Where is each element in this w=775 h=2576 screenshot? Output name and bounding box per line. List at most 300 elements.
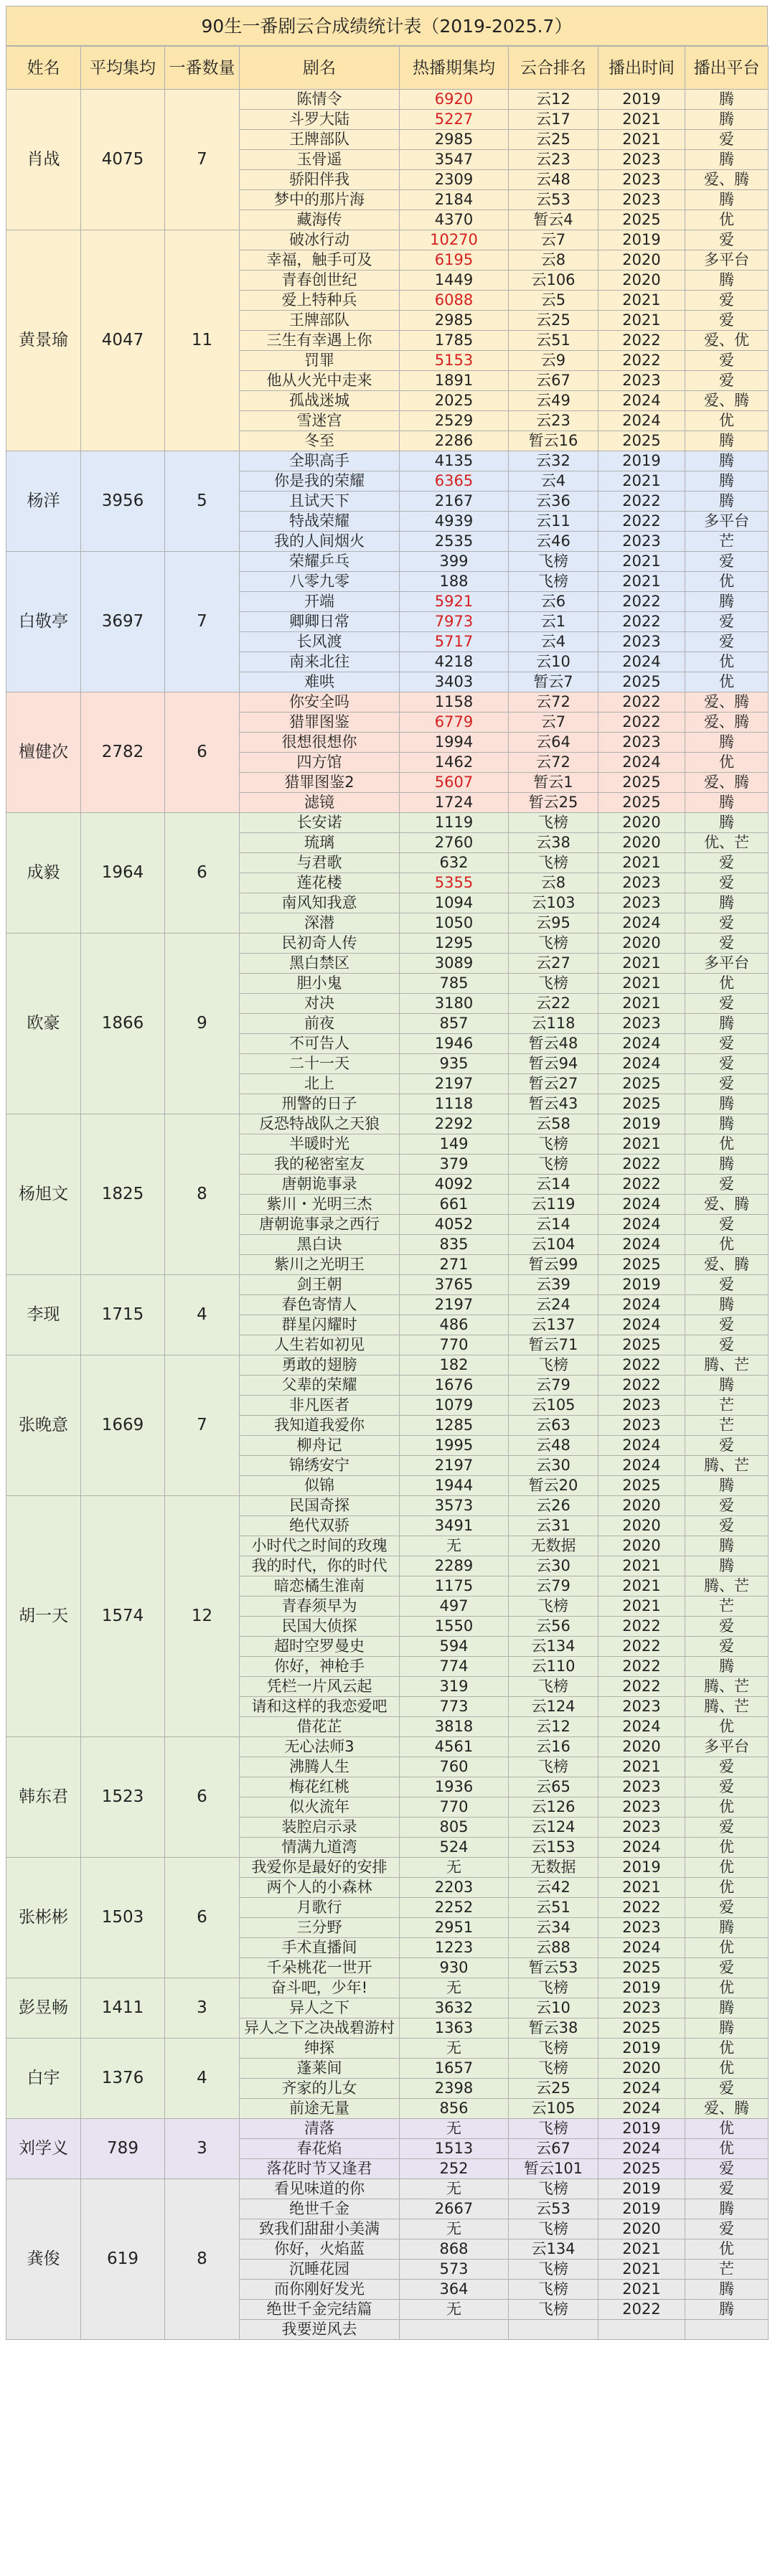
drama-cell: 蓬莱间 [240,2059,400,2079]
year-cell: 2020 [598,250,685,271]
actor-name-cell: 张晚意 [6,1355,81,1496]
drama-cell: 胆小鬼 [240,974,400,994]
platform-cell: 优、芒 [685,833,769,853]
rank-cell: 暂云7 [509,672,598,692]
platform-cell: 爱 [685,1054,769,1074]
year-cell: 2023 [598,1797,685,1818]
rank-cell: 暂云4 [509,210,598,230]
actor-avg-cell: 1825 [81,1114,165,1275]
episode-avg-cell: 3089 [400,954,509,974]
year-cell: 2023 [598,190,685,210]
episode-avg-cell: 3547 [400,150,509,170]
episode-avg-cell: 379 [400,1155,509,1175]
rank-cell: 暂云71 [509,1335,598,1355]
year-cell: 2023 [598,1918,685,1938]
rank-cell: 云17 [509,110,598,130]
actor-name-cell: 张彬彬 [6,1858,81,1978]
header-episode-avg: 热播期集均 [400,47,509,90]
year-cell: 2021 [598,110,685,130]
rank-cell: 云134 [509,1637,598,1657]
drama-cell: 落花时节又逢君 [240,2159,400,2179]
rank-cell: 云23 [509,411,598,431]
drama-cell: 斗罗大陆 [240,110,400,130]
sheet-title: 90生一番剧云合成绩统计表（2019-2025.7） [6,6,768,46]
year-cell: 2024 [598,1215,685,1235]
rank-cell: 云46 [509,532,598,552]
platform-cell: 爱 [685,853,769,873]
actor-avg-cell: 1669 [81,1355,165,1496]
actor-avg-cell: 1866 [81,934,165,1114]
episode-avg-cell: 4218 [400,652,509,672]
rank-cell: 云53 [509,2199,598,2219]
drama-cell: 藏海传 [240,210,400,230]
episode-avg-cell: 1295 [400,934,509,954]
drama-cell: 前途无量 [240,2099,400,2119]
table-row [6,1496,769,1516]
drama-cell: 破冰行动 [240,230,400,250]
rank-cell: 云30 [509,1556,598,1576]
actor-count-cell: 4 [165,2039,240,2119]
drama-cell: 凭栏一片风云起 [240,1677,400,1697]
episode-avg-cell: 1363 [400,2018,509,2039]
rank-cell: 云95 [509,913,598,934]
platform-cell: 优 [685,1717,769,1737]
drama-cell: 锦绣安宁 [240,1456,400,1476]
platform-cell: 爱 [685,2219,769,2239]
year-cell: 2023 [598,1777,685,1797]
year-cell: 2023 [598,1014,685,1034]
platform-cell: 腾 [685,592,769,612]
drama-cell: 全职高手 [240,451,400,471]
actor-name-cell: 肖战 [6,90,81,230]
rank-cell: 云6 [509,592,598,612]
episode-avg-cell: 3491 [400,1516,509,1536]
rank-cell: 云134 [509,2239,598,2260]
rank-cell: 云51 [509,331,598,351]
rank-cell: 飞榜 [509,934,598,954]
rank-cell: 云58 [509,1114,598,1134]
year-cell: 2023 [598,873,685,893]
episode-avg-cell: 661 [400,1195,509,1215]
year-cell: 2020 [598,934,685,954]
platform-cell: 爱 [685,934,769,954]
drama-cell: 而你刚好发光 [240,2280,400,2300]
year-cell: 2020 [598,1737,685,1757]
drama-cell: 父辈的荣耀 [240,1376,400,1396]
episode-avg-cell: 2292 [400,1114,509,1134]
header-drama: 剧名 [240,47,400,90]
drama-cell: 猎罪图鉴2 [240,773,400,793]
year-cell: 2025 [598,672,685,692]
episode-avg-cell: 3403 [400,672,509,692]
table-row [6,2179,769,2199]
platform-cell: 腾 [685,1476,769,1496]
year-cell: 2023 [598,733,685,753]
platform-cell: 爱 [685,1215,769,1235]
rank-cell: 云106 [509,271,598,291]
year-cell: 2023 [598,1818,685,1838]
actor-count-cell: 7 [165,90,240,230]
rank-cell: 云137 [509,1315,598,1335]
year-cell: 2021 [598,2260,685,2280]
actor-count-cell: 12 [165,1496,240,1737]
episode-avg-cell: 2184 [400,190,509,210]
rank-cell: 云56 [509,1617,598,1637]
drama-cell: 王牌部队 [240,311,400,331]
platform-cell: 腾 [685,1657,769,1677]
drama-cell: 开端 [240,592,400,612]
rank-cell: 云32 [509,451,598,471]
episode-avg-cell: 3818 [400,1717,509,1737]
year-cell: 2021 [598,1597,685,1617]
episode-avg-cell: 1785 [400,331,509,351]
drama-cell: 借花芷 [240,1717,400,1737]
actor-name-cell: 胡一天 [6,1496,81,1737]
actor-name-cell: 彭昱畅 [6,1978,81,2039]
platform-cell: 爱 [685,1275,769,1295]
actor-count-cell: 6 [165,692,240,813]
drama-cell: 爱上特种兵 [240,291,400,311]
platform-cell: 爱 [685,913,769,934]
episode-avg-cell: 1513 [400,2139,509,2159]
drama-cell: 很想很想你 [240,733,400,753]
platform-cell: 芒 [685,532,769,552]
rank-cell: 暂云38 [509,2018,598,2039]
year-cell: 2024 [598,411,685,431]
actor-count-cell: 8 [165,2179,240,2340]
rank-cell: 云14 [509,1175,598,1195]
drama-cell: 黑白禁区 [240,954,400,974]
platform-cell: 腾 [685,793,769,813]
drama-cell: 齐家的儿女 [240,2079,400,2099]
platform-cell: 腾、芒 [685,1355,769,1376]
platform-cell: 优 [685,411,769,431]
episode-avg-cell: 2197 [400,1074,509,1094]
year-cell: 2024 [598,2079,685,2099]
episode-avg-cell: 4135 [400,451,509,471]
drama-cell: 请和这样的我恋爱吧 [240,1697,400,1717]
year-cell: 2019 [598,230,685,250]
rank-cell: 云30 [509,1456,598,1476]
drama-cell: 奋斗吧，少年! [240,1978,400,1998]
year-cell: 2025 [598,210,685,230]
platform-cell: 腾 [685,1536,769,1556]
rank-cell: 云4 [509,632,598,652]
platform-cell: 腾 [685,1295,769,1315]
drama-cell: 八零九零 [240,572,400,592]
year-cell: 2022 [598,713,685,733]
table-row [6,692,769,713]
platform-cell: 爱 [685,1436,769,1456]
drama-cell: 绝代双骄 [240,1516,400,1536]
episode-avg-cell: 无 [400,1978,509,1998]
episode-avg-cell: 1994 [400,733,509,753]
actor-name-cell: 檀健次 [6,692,81,813]
year-cell: 2019 [598,2119,685,2139]
actor-name-cell: 白敬亭 [6,552,81,692]
year-cell: 2021 [598,2280,685,2300]
rank-cell: 飞榜 [509,2179,598,2199]
rank-cell: 暂云16 [509,431,598,451]
platform-cell: 爱、腾 [685,1255,769,1275]
actor-avg-cell: 1964 [81,813,165,934]
rank-cell: 云23 [509,150,598,170]
drama-cell: 唐朝诡事录 [240,1175,400,1195]
platform-cell: 爱 [685,1777,769,1797]
platform-cell: 芒 [685,1396,769,1416]
episode-avg-cell: 1223 [400,1938,509,1958]
year-cell: 2023 [598,1697,685,1717]
platform-cell: 优 [685,1858,769,1878]
episode-avg-cell: 1936 [400,1777,509,1797]
drama-cell: 滤镜 [240,793,400,813]
year-cell: 2020 [598,813,685,833]
platform-cell: 腾 [685,2300,769,2320]
table-row [6,934,769,954]
drama-cell: 小时代之时间的玫瑰 [240,1536,400,1556]
episode-avg-cell: 2309 [400,170,509,190]
rank-cell: 飞榜 [509,1155,598,1175]
episode-avg-cell: 2197 [400,1295,509,1315]
table-row [6,813,769,833]
episode-avg-cell: 271 [400,1255,509,1275]
rank-cell: 飞榜 [509,1757,598,1777]
platform-cell: 腾 [685,2280,769,2300]
year-cell: 2022 [598,331,685,351]
platform-cell: 多平台 [685,512,769,532]
episode-avg-cell: 4939 [400,512,509,532]
drama-cell: 北上 [240,1074,400,1094]
rank-cell: 云8 [509,873,598,893]
actor-count-cell: 11 [165,230,240,451]
actor-name-cell: 白宇 [6,2039,81,2119]
year-cell: 2019 [598,2039,685,2059]
platform-cell: 爱 [685,994,769,1014]
actor-name-cell: 龚俊 [6,2179,81,2340]
actor-count-cell: 4 [165,1275,240,1355]
rank-cell: 云119 [509,1195,598,1215]
rank-cell: 飞榜 [509,2119,598,2139]
episode-avg-cell: 2286 [400,431,509,451]
drama-cell: 四方馆 [240,753,400,773]
year-cell: 2022 [598,1657,685,1677]
year-cell: 2023 [598,532,685,552]
year-cell: 2025 [598,1335,685,1355]
year-cell: 2025 [598,431,685,451]
episode-avg-cell: 1449 [400,271,509,291]
platform-cell: 优 [685,2119,769,2139]
platform-cell: 腾 [685,1094,769,1114]
year-cell: 2023 [598,1416,685,1436]
episode-avg-cell: 1944 [400,1476,509,1496]
rank-cell: 云118 [509,1014,598,1034]
drama-cell: 青春须早为 [240,1597,400,1617]
year-cell: 2022 [598,2300,685,2320]
platform-cell: 腾 [685,1998,769,2018]
platform-cell: 爱 [685,612,769,632]
actor-name-cell: 杨洋 [6,451,81,552]
episode-avg-cell: 774 [400,1657,509,1677]
year-cell: 2021 [598,1134,685,1155]
drama-cell: 雪迷宫 [240,411,400,431]
episode-avg-cell: 2025 [400,391,509,411]
rank-cell: 云51 [509,1898,598,1918]
rank-cell: 暂云25 [509,793,598,813]
episode-avg-cell: 2535 [400,532,509,552]
year-cell: 2025 [598,1094,685,1114]
episode-avg-cell: 770 [400,1335,509,1355]
episode-avg-cell: 1285 [400,1416,509,1436]
year-cell: 2025 [598,1255,685,1275]
drama-cell: 深潜 [240,913,400,934]
rank-cell: 飞榜 [509,2219,598,2239]
platform-cell: 芒 [685,1597,769,1617]
year-cell: 2022 [598,1677,685,1697]
year-cell: 2022 [598,1376,685,1396]
platform-cell: 腾 [685,90,769,110]
platform-cell: 优 [685,1878,769,1898]
platform-cell: 优 [685,652,769,672]
drama-cell: 民国大侦探 [240,1617,400,1637]
drama-cell: 我的秘密室友 [240,1155,400,1175]
header-year: 播出时间 [598,47,685,90]
rank-cell: 飞榜 [509,1677,598,1697]
platform-cell: 爱 [685,1637,769,1657]
rank-cell: 云25 [509,2079,598,2099]
year-cell: 2025 [598,773,685,793]
platform-cell: 优 [685,2239,769,2260]
actor-name-cell: 刘学义 [6,2119,81,2179]
platform-cell: 腾、芒 [685,1697,769,1717]
rank-cell: 云4 [509,471,598,492]
year-cell: 2024 [598,913,685,934]
table-row [6,230,769,250]
rank-cell: 云104 [509,1235,598,1255]
rank-cell: 无数据 [509,1858,598,1878]
year-cell [598,2320,685,2340]
episode-avg-cell: 3573 [400,1496,509,1516]
rank-cell: 云10 [509,652,598,672]
drama-cell: 琉璃 [240,833,400,853]
year-cell: 2022 [598,1355,685,1376]
drama-cell: 对决 [240,994,400,1014]
actor-count-cell: 6 [165,1737,240,1858]
platform-cell: 优 [685,1838,769,1858]
platform-cell: 爱、腾 [685,713,769,733]
platform-cell: 优 [685,974,769,994]
year-cell: 2023 [598,1396,685,1416]
platform-cell: 腾 [685,2199,769,2219]
year-cell: 2022 [598,492,685,512]
platform-cell: 腾 [685,451,769,471]
episode-avg-cell: 5153 [400,351,509,371]
actor-avg-cell: 4047 [81,230,165,451]
episode-avg-cell: 1175 [400,1576,509,1597]
episode-avg-cell: 5921 [400,592,509,612]
rank-cell: 云124 [509,1818,598,1838]
platform-cell: 爱 [685,552,769,572]
episode-avg-cell: 760 [400,1757,509,1777]
drama-cell: 南来北往 [240,652,400,672]
episode-avg-cell: 2398 [400,2079,509,2099]
year-cell: 2019 [598,2179,685,2199]
drama-cell: 无心法师3 [240,1737,400,1757]
actor-name-cell: 欧豪 [6,934,81,1114]
episode-avg-cell: 2667 [400,2199,509,2219]
year-cell: 2021 [598,572,685,592]
rank-cell: 飞榜 [509,853,598,873]
platform-cell: 腾 [685,1556,769,1576]
rank-cell: 云38 [509,833,598,853]
drama-cell: 他从火光中走来 [240,371,400,391]
rank-cell: 飞榜 [509,2280,598,2300]
episode-avg-cell: 5355 [400,873,509,893]
drama-cell: 不可告人 [240,1034,400,1054]
platform-cell: 腾 [685,190,769,210]
year-cell: 2021 [598,291,685,311]
episode-avg-cell: 2252 [400,1898,509,1918]
platform-cell: 爱 [685,130,769,150]
rank-cell: 云7 [509,230,598,250]
rank-cell: 云8 [509,250,598,271]
year-cell: 2023 [598,1998,685,2018]
platform-cell: 优 [685,2039,769,2059]
episode-avg-cell [400,2320,509,2340]
drama-cell: 南风知我意 [240,893,400,913]
platform-cell: 腾、芒 [685,1456,769,1476]
actor-count-cell: 6 [165,1858,240,1978]
episode-avg-cell: 1995 [400,1436,509,1456]
year-cell: 2021 [598,974,685,994]
platform-cell: 爱 [685,351,769,371]
platform-cell: 腾 [685,1376,769,1396]
episode-avg-cell: 1550 [400,1617,509,1637]
platform-cell: 腾 [685,271,769,291]
rank-cell: 云153 [509,1838,598,1858]
table-row [6,90,769,110]
platform-cell: 爱 [685,371,769,391]
drama-cell: 我的人间烟火 [240,532,400,552]
year-cell: 2022 [598,1617,685,1637]
rank-cell: 飞榜 [509,2039,598,2059]
platform-cell: 腾 [685,733,769,753]
drama-cell: 情满九道湾 [240,1838,400,1858]
episode-avg-cell: 868 [400,2239,509,2260]
platform-cell: 爱、腾 [685,170,769,190]
drama-cell: 梦中的那片海 [240,190,400,210]
year-cell: 2022 [598,1155,685,1175]
year-cell: 2025 [598,2159,685,2179]
episode-avg-cell: 857 [400,1014,509,1034]
drama-cell: 你安全吗 [240,692,400,713]
rank-cell: 暂云20 [509,1476,598,1496]
platform-cell: 腾、芒 [685,1677,769,1697]
drama-cell: 骄阳伴我 [240,170,400,190]
rank-cell: 飞榜 [509,1134,598,1155]
episode-avg-cell: 632 [400,853,509,873]
platform-cell: 爱 [685,1958,769,1978]
drama-cell: 非凡医者 [240,1396,400,1416]
year-cell: 2022 [598,1898,685,1918]
actor-count-cell: 8 [165,1114,240,1275]
year-cell: 2021 [598,1556,685,1576]
drama-cell: 猎罪图鉴 [240,713,400,733]
actor-avg-cell: 2782 [81,692,165,813]
rank-cell: 云34 [509,1918,598,1938]
episode-avg-cell: 7973 [400,612,509,632]
actor-count-cell: 5 [165,451,240,552]
rank-cell: 暂云99 [509,1255,598,1275]
